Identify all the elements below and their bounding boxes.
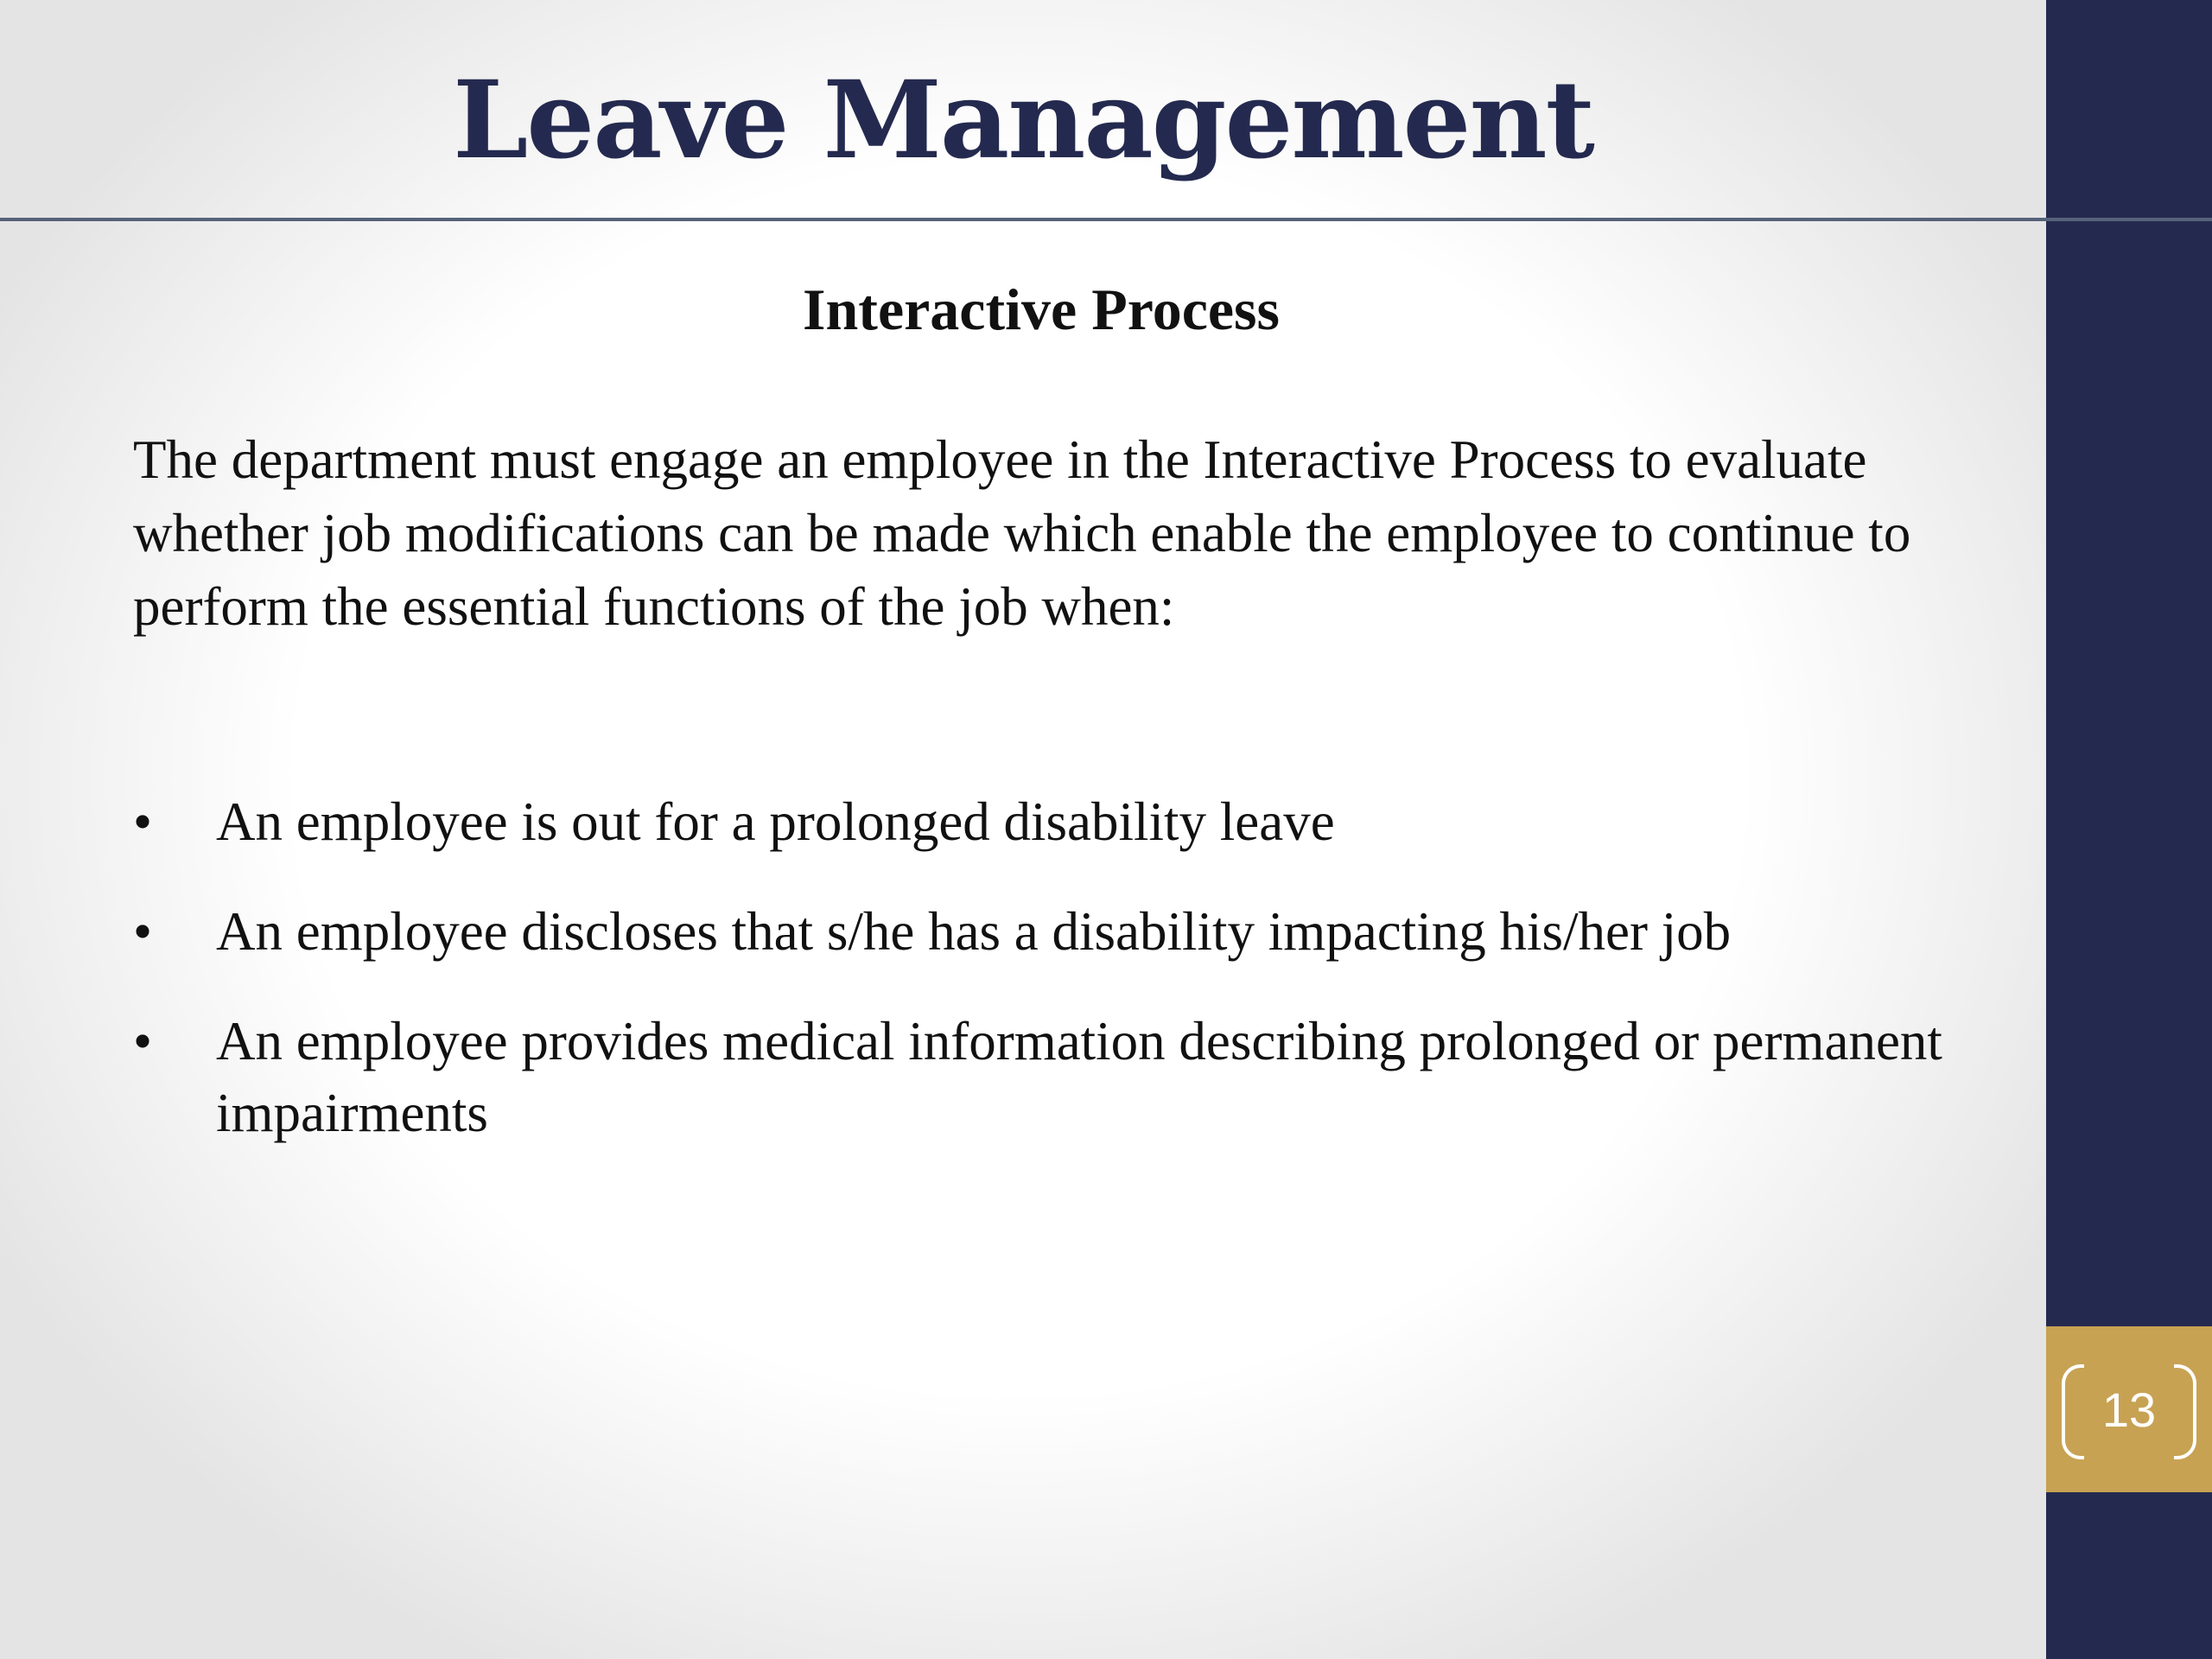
bullet-icon: • bbox=[133, 901, 153, 962]
bullet-text: An employee provides medical information describing prolonged or permanent impairments bbox=[216, 1011, 1942, 1143]
bullet-icon: • bbox=[133, 1011, 153, 1071]
slide-title: Leave Management bbox=[453, 58, 1593, 183]
page-number-badge bbox=[2046, 1326, 2212, 1492]
bullet-item bbox=[133, 896, 1999, 968]
bullet-icon: • bbox=[133, 791, 153, 852]
page-number: 13 bbox=[2101, 1382, 2157, 1437]
bullet-item bbox=[133, 1006, 1999, 1149]
bullet-item bbox=[133, 786, 1999, 858]
bullet-list bbox=[133, 786, 1999, 1187]
title-divider bbox=[0, 218, 2212, 221]
bullet-text: An employee discloses that s/he has a disability impacting his/her job bbox=[216, 901, 1732, 962]
slide-subtitle: Interactive Process bbox=[803, 276, 1280, 342]
intro-paragraph: The department must engage an employee in the Interactive Process to evaluate whether job modifications can be made which enable the employee to continue to perform the essential functions of the job when: bbox=[133, 429, 1911, 637]
bullet-text: An employee is out for a prolonged disability leave bbox=[216, 791, 1335, 852]
